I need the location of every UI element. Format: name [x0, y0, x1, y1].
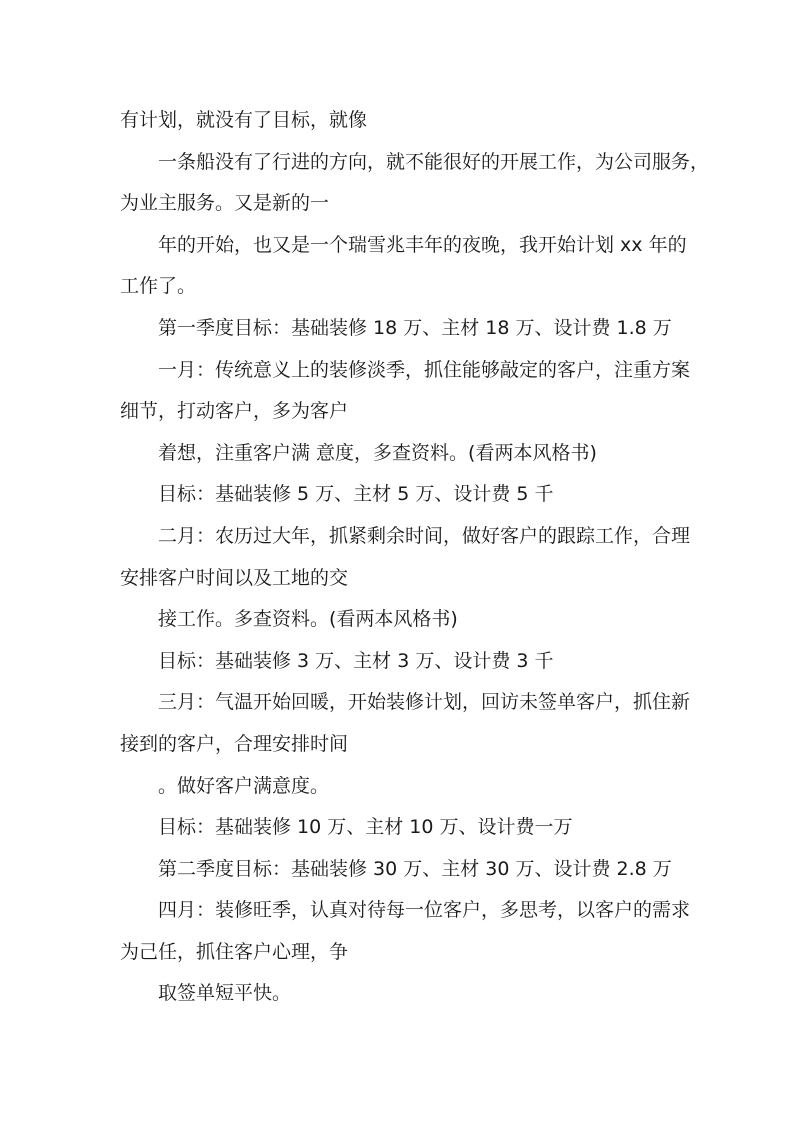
text-line: 着想，注重客户满 意度，多查资料。(看两本风格书) — [158, 441, 597, 464]
text-line: 为己任，抓住客户心理，争 — [120, 940, 349, 963]
text-line: 取签单短平快。 — [158, 982, 292, 1005]
text-line: 四月：装修旺季，认真对待每一位客户，多思考，以客户的需求 — [158, 899, 691, 922]
text-line: 目标：基础装修 3 万、主材 3 万、设计费 3 千 — [158, 649, 554, 672]
document-body — [120, 100, 710, 1015]
text-line: 目标：基础装修 5 万、主材 5 万、设计费 5 千 — [158, 483, 554, 506]
text-line: 。做好客户满意度。 — [158, 774, 330, 797]
text-line: 第一季度目标：基础装修 18 万、主材 18 万、设计费 1.8 万 — [158, 316, 672, 339]
text-line: 年的开始，也又是一个瑞雪兆丰年的夜晚，我开始计划 xx 年的 — [158, 233, 687, 256]
text-line: 三月：气温开始回暖，开始装修计划，回访未签单客户，抓住新 — [158, 691, 691, 714]
text-line: 第二季度目标：基础装修 30 万、主材 30 万、设计费 2.8 万 — [158, 857, 672, 880]
text-line: 二月：农历过大年，抓紧剩余时间，做好客户的跟踪工作，合理 — [158, 524, 691, 547]
text-line: 接工作。多查资料。(看两本风格书) — [158, 608, 458, 631]
text-line: 接到的客户，合理安排时间 — [120, 732, 349, 755]
text-line: 为业主服务。又是新的一 — [120, 192, 330, 215]
text-line: 安排客户时间以及工地的交 — [120, 566, 349, 589]
text-line: 有计划，就没有了目标，就像 — [120, 109, 368, 131]
text-line: 目标：基础装修 10 万、主材 10 万、设计费一万 — [158, 816, 573, 839]
text-line: 细节，打动客户，多为客户 — [120, 400, 349, 423]
text-line: 一条船没有了行进的方向，就不能很好的开展工作，为公司服务， — [158, 150, 710, 173]
text-line: 工作了。 — [120, 275, 197, 298]
text-line: 一月：传统意义上的装修淡季，抓住能够敲定的客户，注重方案 — [158, 358, 691, 381]
